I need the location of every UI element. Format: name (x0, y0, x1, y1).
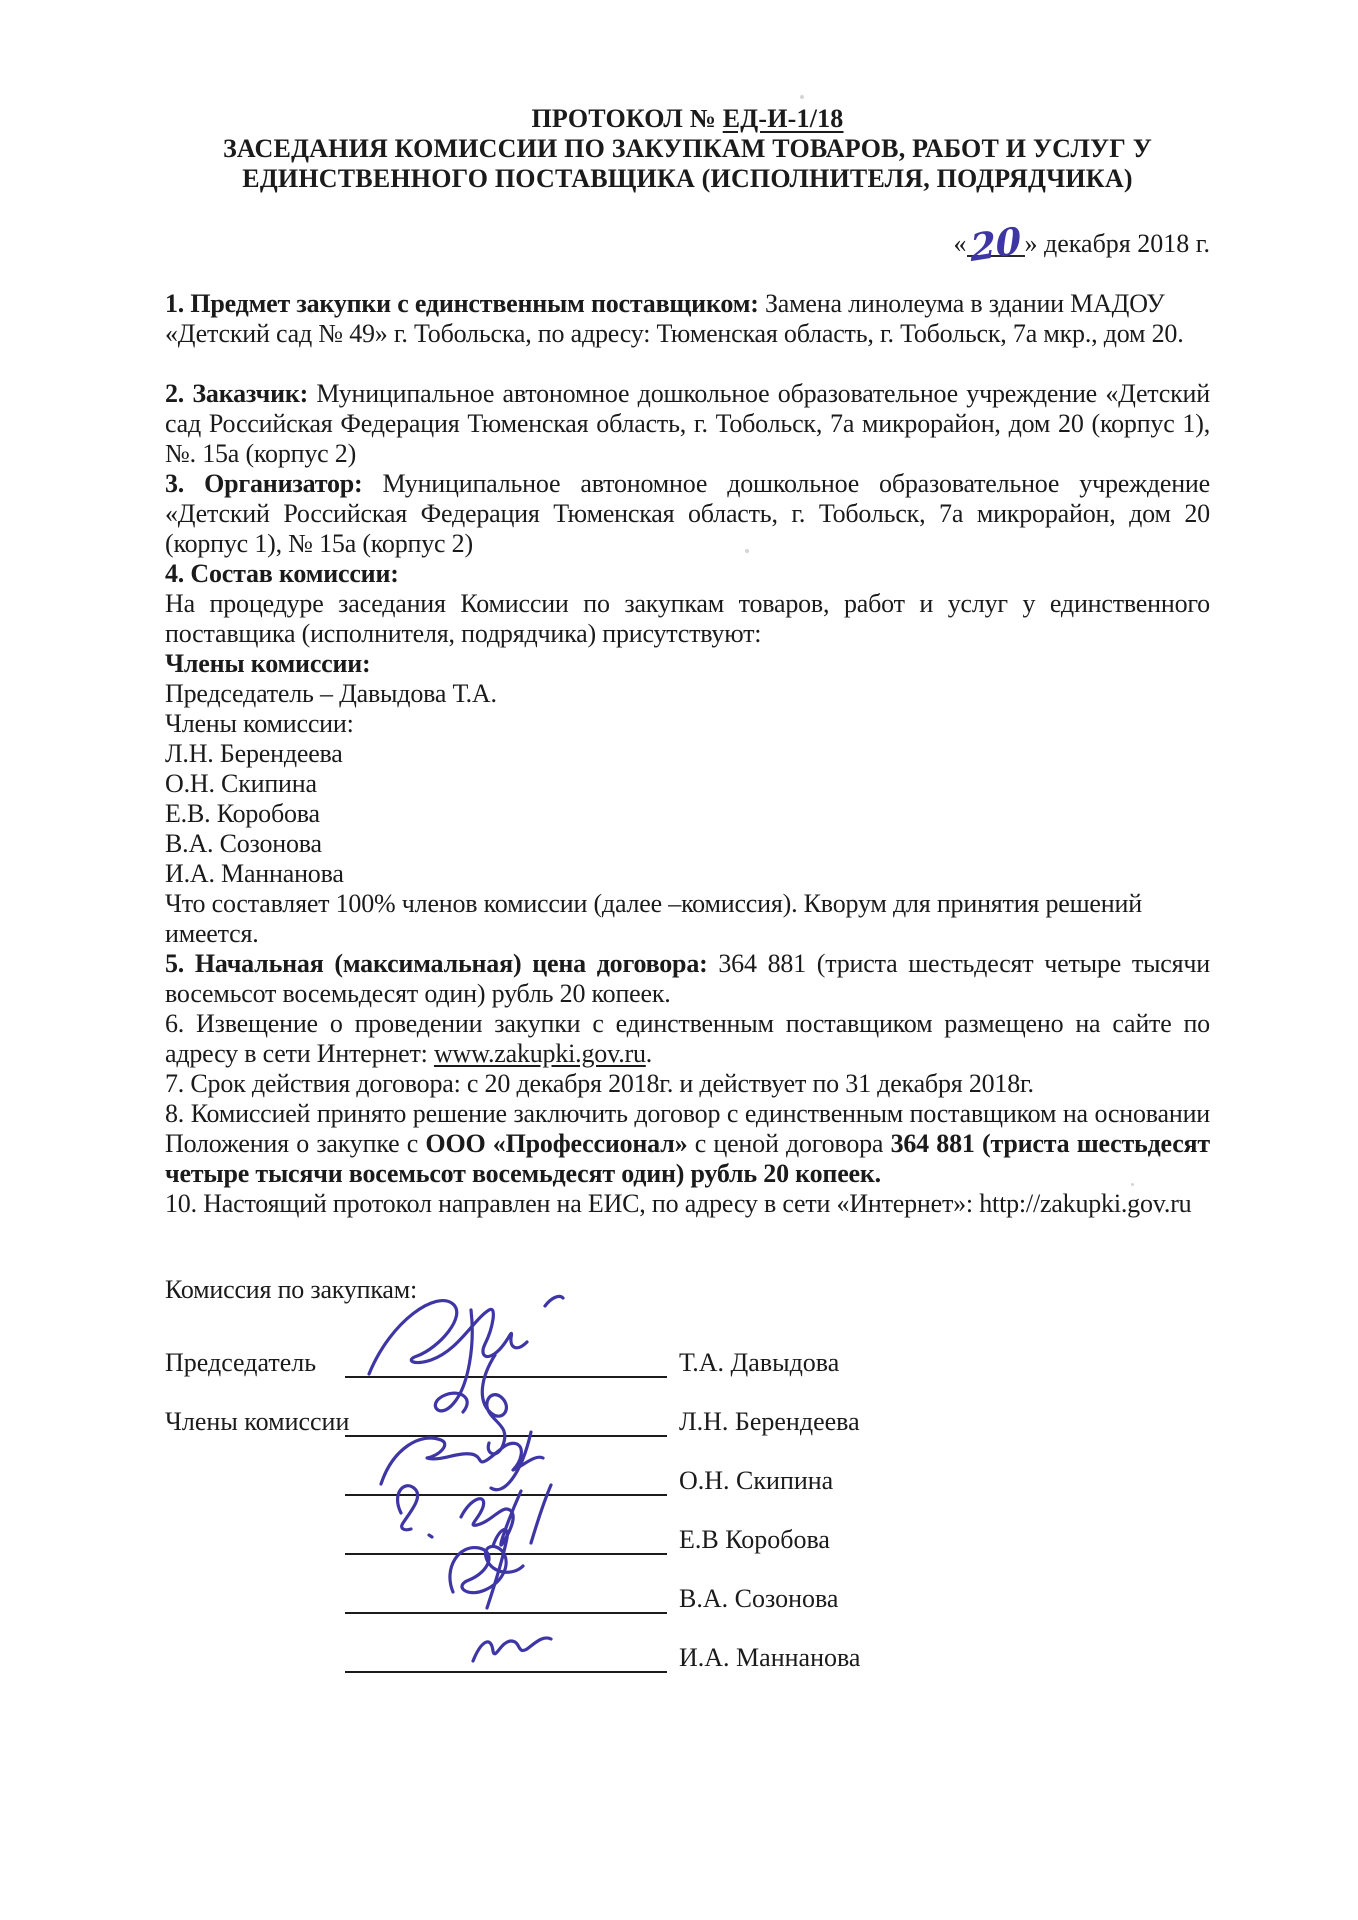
handwritten-day: 20 (968, 217, 1023, 271)
text-run: с ценой договора (687, 1129, 891, 1158)
text-run: 4. Состав комиссии: (165, 559, 399, 588)
signature-line (345, 1319, 667, 1378)
text-run: На процедуре заседания Комиссии по закупкам товаров, работ и услуг у единственного поставщика (исполнителя, подрядчика) присутствуют: (165, 589, 1210, 648)
date-line (165, 217, 1210, 271)
text-run: 8. Комиссией принято решение заключить договор с единственным поставщиком на основании Положения о закупке с (165, 1099, 1210, 1158)
signature-row-name: Л.Н. Берендеева (679, 1407, 860, 1436)
paragraph-item-8 (165, 1099, 1210, 1189)
paragraph-item-4-present (165, 589, 1210, 649)
signature-row-name: Т.А. Давыдова (679, 1348, 840, 1377)
text-run: 364 881 (триста шестьдесят четыре тысячи восемьсот восемьдесят один) рубль 20 копеек. (165, 1129, 1210, 1188)
paragraph-item-10 (165, 1189, 1210, 1219)
paragraph-quorum-line (165, 889, 1210, 949)
text-run: 364 881 (триста шестьдесят четыре тысячи восемьсот восемьдесят один) рубль 20 копеек. (165, 949, 1210, 1008)
signature-row (165, 1496, 1210, 1555)
signature-line (345, 1496, 667, 1555)
paragraph-item-2 (165, 379, 1210, 469)
text-run: 2. Заказчик: (165, 379, 309, 408)
text-run: И.А. Маннанова (165, 859, 344, 888)
title-line-3: ЕДИНСТВЕННОГО ПОСТАВЩИКА (ИСПОЛНИТЕЛЯ, ПОДРЯДЧИКА) (242, 164, 1133, 193)
title-line-2: ЗАСЕДАНИЯ КОМИССИИ ПО ЗАКУПКАМ ТОВАРОВ, РАБОТ И УСЛУГ У (222, 134, 1153, 163)
paragraph-item-7 (165, 1069, 1210, 1099)
date-text: » декабря 2018 г. (1024, 229, 1210, 258)
paragraph-member-5 (165, 859, 1210, 889)
text-run: Замена линолеума в здании МАДОУ «Детский сад № 49» г. Тобольска, по адресу: Тюменская область, г. Тобольск, 7а мкр., дом 20. (165, 289, 1184, 348)
document-title (165, 104, 1210, 194)
text-run: Л.Н. Берендеева (165, 739, 343, 768)
signature-row-name: О.Н. Скипина (679, 1466, 834, 1495)
underlined-url-text: www.zakupki.gov.ru (433, 1039, 646, 1068)
scan-artifact-dot (745, 549, 749, 553)
signature-row (165, 1555, 1210, 1614)
paragraph-member-1 (165, 739, 1210, 769)
signature-line (345, 1614, 667, 1673)
signature-row (165, 1614, 1210, 1673)
text-run: 5. Начальная (максимальная) цена договора: (165, 949, 708, 978)
text-run: 1. Предмет закупки с единственным поставщиком: (165, 289, 759, 318)
text-run: 3. Организатор: (165, 469, 363, 498)
scan-artifact-dot (1131, 1183, 1134, 1186)
text-run: В.А. Созонова (165, 829, 322, 858)
signature-row (165, 1319, 1210, 1378)
signature-line (345, 1437, 667, 1496)
signature-row-name: И.А. Маннанова (679, 1643, 861, 1672)
scan-artifact-dot (800, 95, 804, 99)
paragraph-members-subheading (165, 709, 1210, 739)
text-run: ООО «Профессионал» (425, 1129, 688, 1158)
text-run: 10. Настоящий протокол направлен на ЕИС, по адресу в сети «Интернет»: http://zakupki.gov.ru (165, 1189, 1192, 1218)
text-run: Что составляет 100% членов комиссии (далее –комиссия). Кворум для принятия решений имеется. (165, 889, 1142, 948)
signature-line (345, 1555, 667, 1614)
text-run: 6. Извещение о проведении закупки с единственным поставщиком размещено на сайте по адресу в сети Интернет: (165, 1009, 1210, 1068)
title-protocol-prefix: ПРОТОКОЛ № (531, 104, 723, 133)
text-run: Председатель – Давыдова Т.А. (165, 679, 497, 708)
paragraph-item-6 (165, 1009, 1210, 1069)
signature-line (345, 1378, 667, 1437)
signature-row-label: Члены комиссии (165, 1407, 350, 1436)
signature-row-label: Председатель (165, 1348, 317, 1377)
signature-row (165, 1437, 1210, 1496)
signature-row-name: В.А. Созонова (679, 1584, 839, 1613)
text-run: . (645, 1039, 653, 1068)
signature-section-heading: Комиссия по закупкам: (165, 1275, 418, 1304)
text-run: О.Н. Скипина (165, 769, 317, 798)
paragraph-item-4-heading (165, 559, 1210, 589)
text-run: Члены комиссии: (165, 649, 371, 678)
date-day-slot (967, 217, 1025, 271)
paragraph-members-heading (165, 649, 1210, 679)
signature-row-name: Е.В Коробова (679, 1525, 830, 1554)
text-run: Е.В. Коробова (165, 799, 320, 828)
text-run: Муниципальное автономное дошкольное образовательное учреждение «Детский сад Российская Федерация Тюменская область, г. Тобольск, 7а микрорайон, дом 20 (корпус 1), №. 15а (корпус 2) (165, 379, 1210, 468)
paragraph-item-3 (165, 469, 1210, 559)
document-body (165, 289, 1210, 1219)
paragraph-member-3 (165, 799, 1210, 829)
text-run: 7. Срок действия договора: с 20 декабря 2018г. и действует по 31 декабря 2018г. (165, 1069, 1034, 1098)
paragraph-item-5 (165, 949, 1210, 1009)
text-run: Члены комиссии: (165, 709, 354, 738)
protocol-number: ЕД-И-1/18 (722, 104, 844, 133)
title-line-1 (165, 104, 1210, 134)
paragraph-member-4 (165, 829, 1210, 859)
signature-block (165, 1319, 1210, 1673)
date-open-quote: « (953, 229, 967, 258)
text-run: Муниципальное автономное дошкольное образовательное учреждение «Детский Российская Федерация Тюменская область, г. Тобольск, 7а микрорайон, дом 20 (корпус 1), № 15а (корпус 2) (165, 469, 1210, 558)
paragraph-member-2 (165, 769, 1210, 799)
paragraph-item-1 (165, 289, 1210, 349)
signature-row (165, 1378, 1210, 1437)
paragraph-chairman-line (165, 679, 1210, 709)
